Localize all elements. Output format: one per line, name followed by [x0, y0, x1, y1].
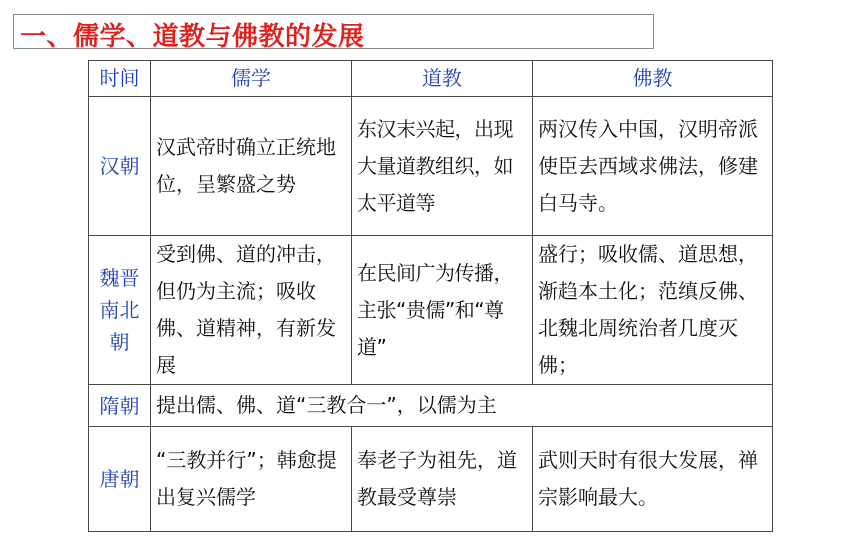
confucianism-cell: 汉武帝时确立正统地位，呈繁盛之势 — [151, 97, 352, 236]
table-header-row — [89, 61, 773, 97]
taoism-cell: 东汉末兴起，出现大量道教组织，如太平道等 — [352, 97, 533, 236]
religion-comparison-table — [88, 60, 773, 532]
era-cell: 魏晋南北朝 — [89, 236, 151, 385]
buddhism-cell: 武则天时有很大发展，禅宗影响最大。 — [533, 427, 773, 532]
era-cell: 唐朝 — [89, 427, 151, 532]
header-time: 时间 — [89, 61, 151, 97]
table-row — [89, 427, 773, 532]
taoism-cell: 在民间广为传播，主张“贵儒”和“尊道” — [352, 236, 533, 385]
header-confucianism: 儒学 — [151, 61, 352, 97]
buddhism-cell: 盛行；吸收儒、道思想，渐趋本土化；范缜反佛、北魏北周统治者几度灭佛； — [533, 236, 773, 385]
table-row — [89, 97, 773, 236]
page-title: 一、儒学、道教与佛教的发展 — [20, 22, 365, 52]
confucianism-cell: 受到佛、道的冲击，但仍为主流；吸收佛、道精神，有新发展 — [151, 236, 352, 385]
buddhism-cell: 两汉传入中国，汉明帝派使臣去西域求佛法，修建白马寺。 — [533, 97, 773, 236]
confucianism-cell: “三教并行”；韩愈提出复兴儒学 — [151, 427, 352, 532]
header-taoism: 道教 — [352, 61, 533, 97]
merged-cell: 提出儒、佛、道“三教合一”，以儒为主 — [151, 385, 773, 427]
title-box — [13, 14, 654, 52]
table-row — [89, 385, 773, 427]
era-cell: 汉朝 — [89, 97, 151, 236]
taoism-cell: 奉老子为祖先，道教最受尊崇 — [352, 427, 533, 532]
table-row — [89, 236, 773, 385]
header-buddhism: 佛教 — [533, 61, 773, 97]
era-cell: 隋朝 — [89, 385, 151, 427]
